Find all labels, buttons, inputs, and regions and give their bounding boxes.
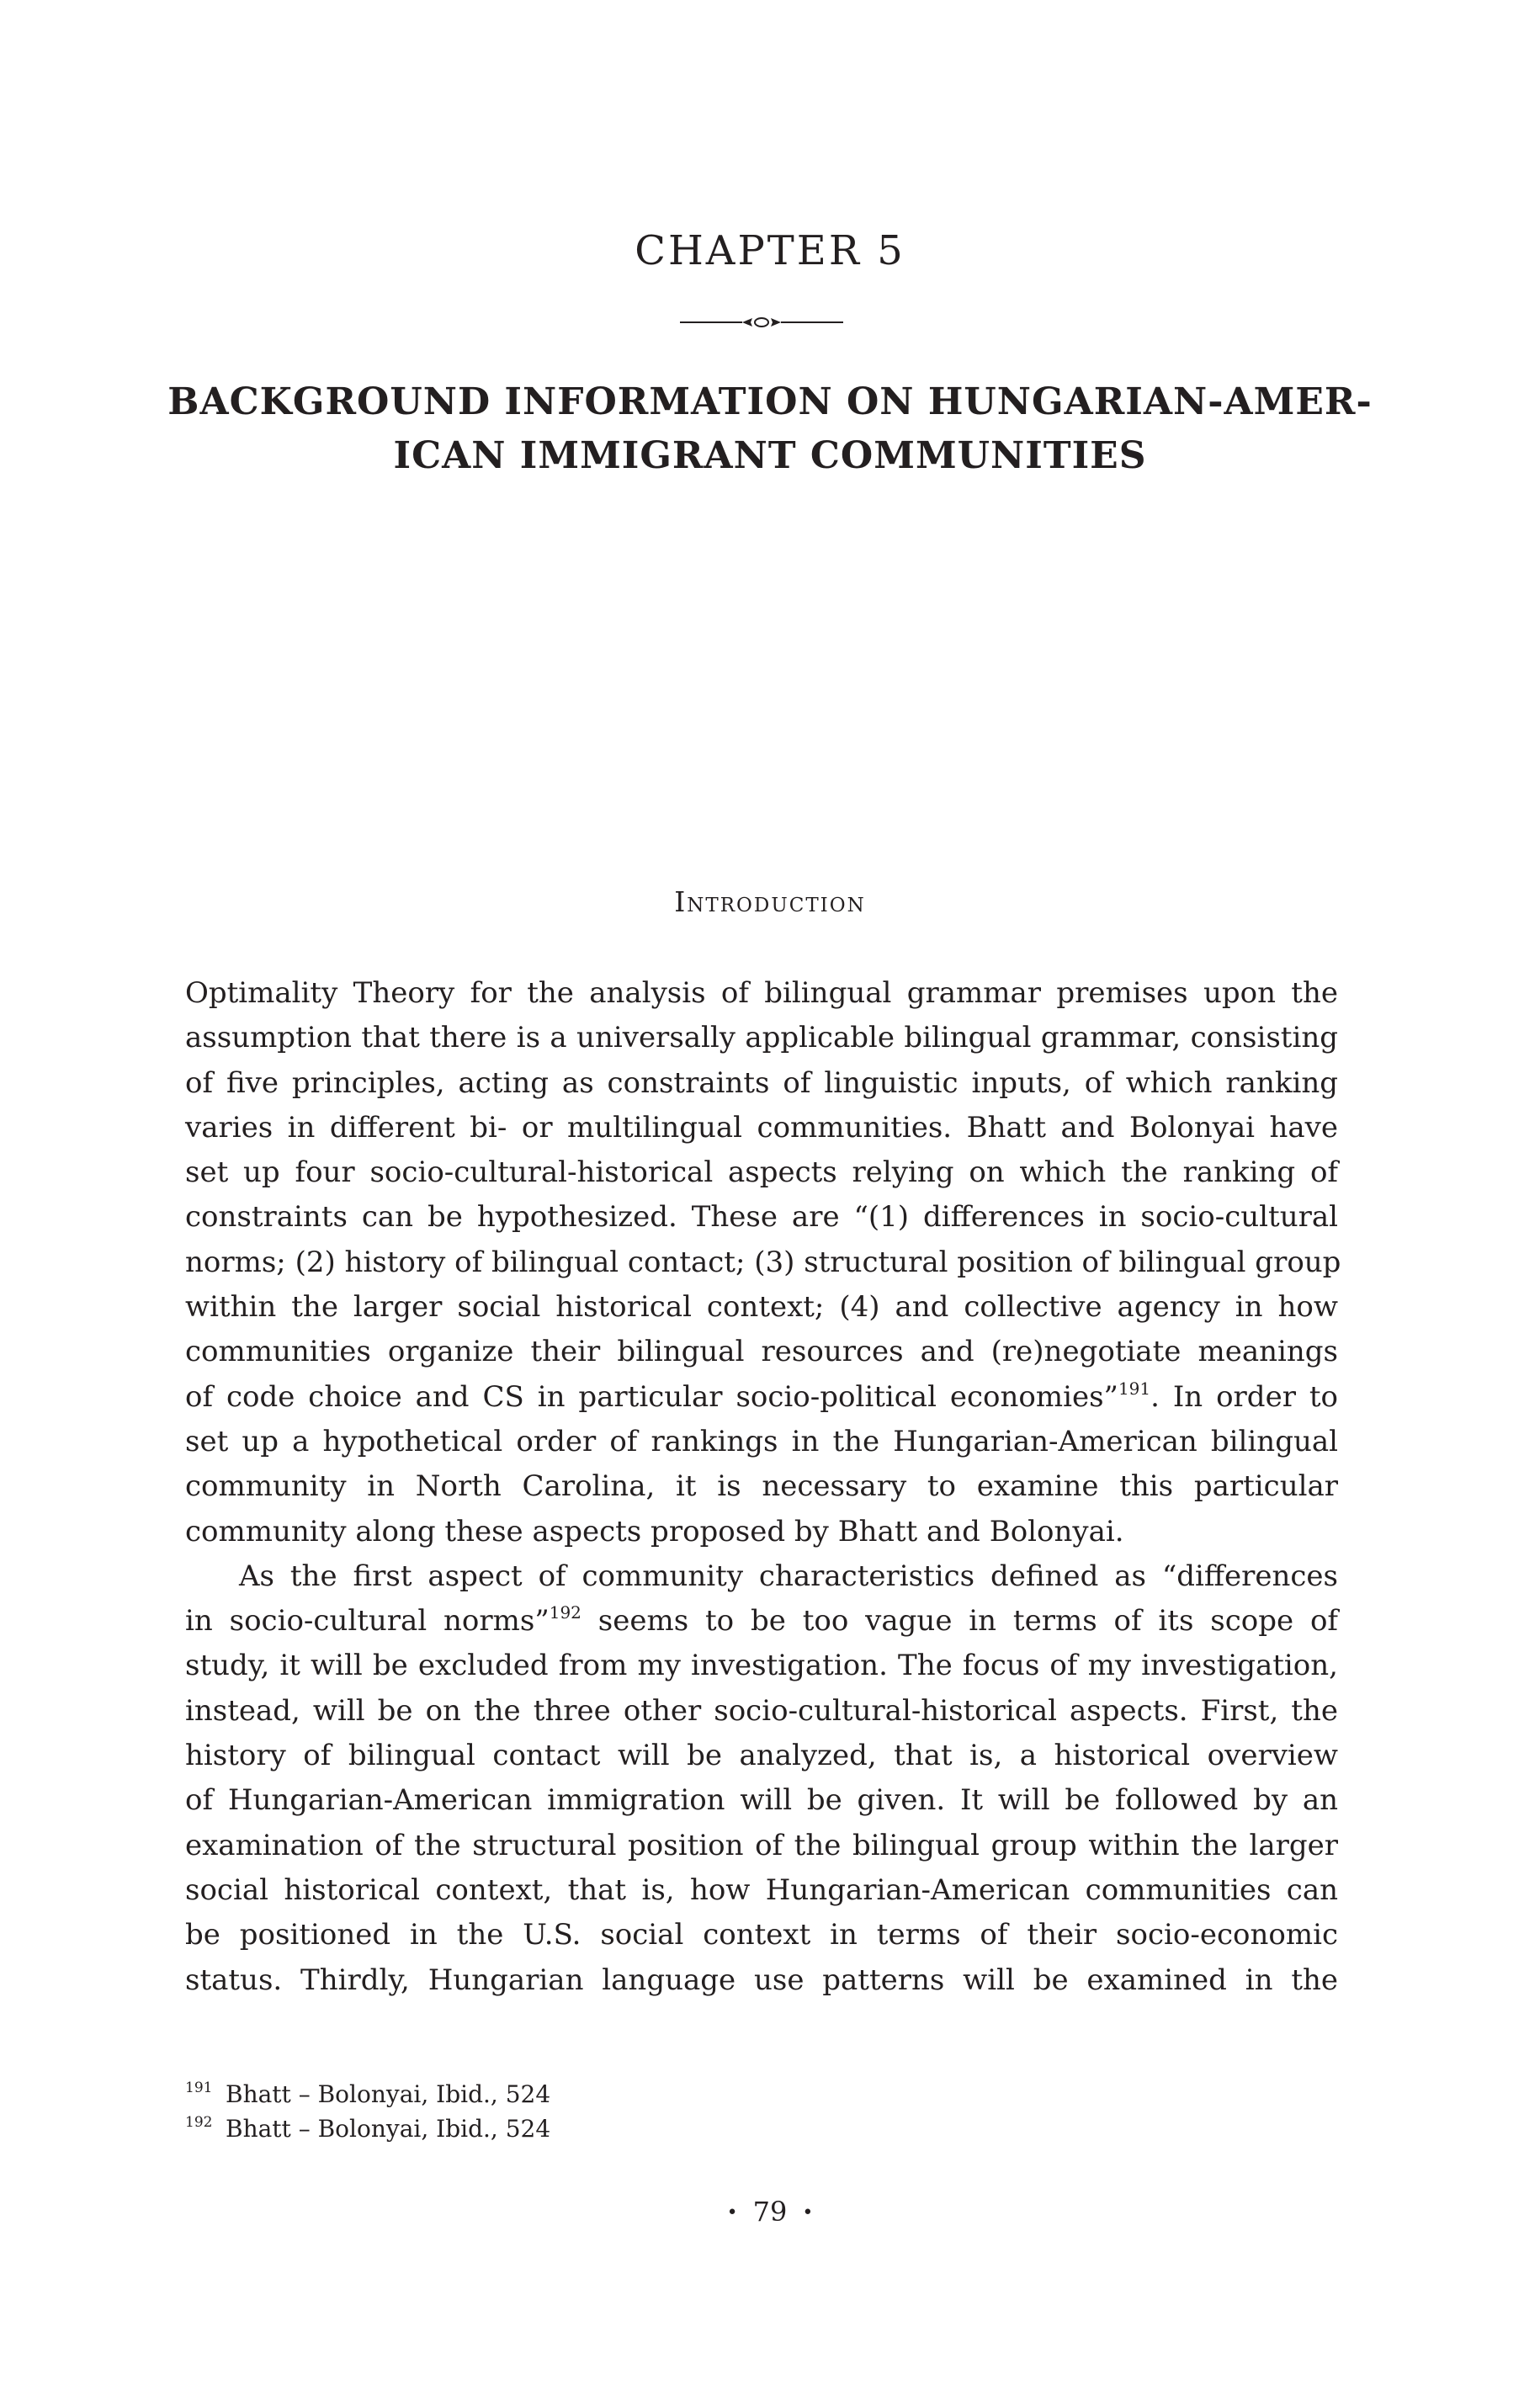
text-line: of Hungarian-American immigration will be given. It will be followed by an	[185, 1783, 1338, 1818]
text-line: be positioned in the U.S. social context in terms of their socio-economic	[185, 1918, 1338, 1952]
text-line: within the larger social historical context; (4) and collective agency in how	[185, 1290, 1338, 1325]
chapter-title-line: ICAN IMMIGRANT COMMUNITIES	[393, 434, 1147, 477]
footnote-reference[interactable]: 192	[549, 1602, 581, 1623]
text-line: community along these aspects proposed by Bhatt and Bolonyai.	[185, 1514, 1124, 1548]
text-segment: . In order to	[1150, 1379, 1338, 1414]
text-line: history of bilingual contact will be analyzed, that is, a historical overview	[185, 1739, 1338, 1773]
text-line: social historical context, that is, how Hungarian-American communities can	[185, 1872, 1338, 1907]
page-number-value: 79	[752, 2196, 788, 2228]
footnote: 192 Bhatt – Bolonyai, Ibid., 524	[185, 2114, 551, 2143]
text-line: status. Thirdly, Hungarian language use patterns will be examined in the	[185, 1963, 1338, 1997]
footnotes	[185, 2077, 550, 2146]
text-line: norms; (2) history of bilingual contact; (3) structural position of bilingual group	[185, 1245, 1341, 1279]
ornament-divider-icon	[680, 315, 843, 330]
text-line	[185, 1375, 1338, 1420]
text-line: instead, will be on the three other socio-cultural-historical aspects. First, the	[185, 1693, 1338, 1728]
footnote: 191 Bhatt – Bolonyai, Ibid., 524	[185, 2080, 551, 2108]
text-segment: of code choice and CS in particular socio-political economies”	[185, 1379, 1118, 1414]
text-line	[185, 1599, 1338, 1644]
text-segment: seems to be too vague in terms of its scope of	[581, 1604, 1338, 1639]
text-segment: in socio-cultural norms”	[185, 1604, 550, 1639]
text-line: examination of the structural position of the bilingual group within the larger	[185, 1828, 1338, 1862]
bullet-icon: •	[726, 2202, 738, 2223]
footnote-text: Bhatt – Bolonyai, Ibid., 524	[226, 2115, 551, 2143]
text-line: assumption that there is a universally applicable bilingual grammar, consisting	[185, 1021, 1338, 1055]
text-line: As the first aspect of community characteristics defined as “differences	[239, 1559, 1338, 1593]
footnote-text: Bhatt – Bolonyai, Ibid., 524	[226, 2080, 551, 2108]
text-line: study, it will be excluded from my investigation. The focus of my investigation,	[185, 1649, 1338, 1683]
text-line: community in North Carolina, it is necessary to examine this particular	[185, 1469, 1338, 1504]
chapter-number: CHAPTER 5	[635, 227, 905, 274]
text-line: varies in different bi- or multilingual communities. Bhatt and Bolonyai have	[185, 1110, 1338, 1145]
bullet-icon: •	[802, 2202, 814, 2223]
footnote-reference[interactable]: 191	[1118, 1378, 1151, 1399]
text-line: set up four socio-cultural-historical aspects relying on which the ranking of	[185, 1155, 1338, 1190]
text-line: Optimality Theory for the analysis of bilingual grammar premises upon the	[185, 976, 1338, 1010]
body-text	[185, 971, 1341, 2003]
text-line: of five principles, acting as constraints of linguistic inputs, of which ranking	[185, 1065, 1338, 1100]
page-number	[0, 2193, 1540, 2232]
chapter-title	[101, 375, 1439, 483]
text-line: communities organize their bilingual resources and (re)negotiate meanings	[185, 1335, 1338, 1369]
text-line: set up a hypothetical order of rankings in the Hungarian-American bilingual	[185, 1424, 1338, 1458]
section-heading: Introduction	[674, 885, 866, 918]
chapter-title-line: BACKGROUND INFORMATION ON HUNGARIAN-AMER-	[167, 380, 1373, 423]
text-line: constraints can be hypothesized. These are “(1) differences in socio-cultural	[185, 1200, 1338, 1235]
